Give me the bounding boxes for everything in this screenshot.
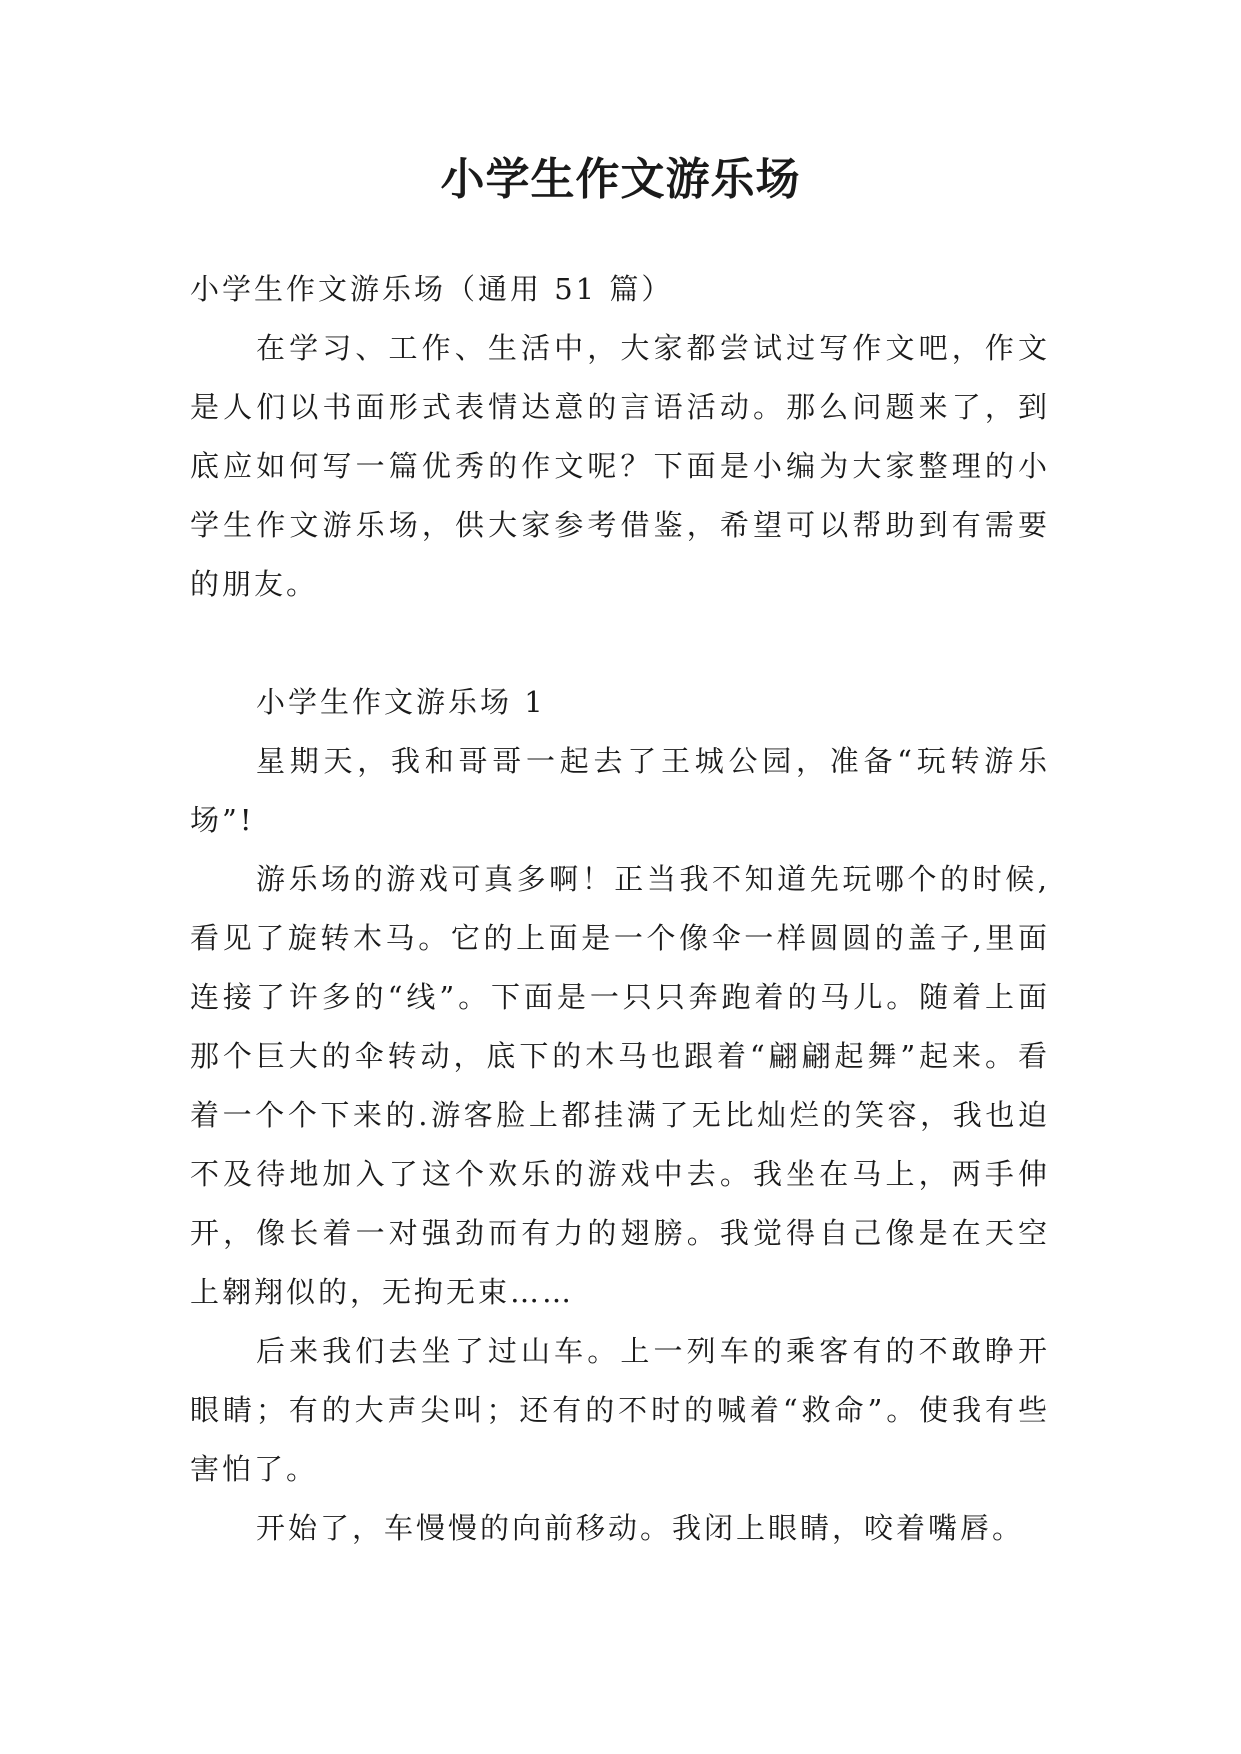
document-subtitle: 小学生作文游乐场（通用 51 篇） xyxy=(190,272,674,306)
body-paragraph: 游乐场的游戏可真多啊！正当我不知道先玩哪个的时候,看见了旋转木马。它的上面是一个像伞一样圆圆的盖子,里面连接了许多的“线”。下面是一只只奔跑着的马儿。随着上面那个巨大的伞转动，底下的木马也跟着“翩翩起舞”起来。看着一个个下来的.游客脸上都挂满了无比灿烂的笑容，我也迫不及待地加入了这个欢乐的游戏中去。我坐在马上，两手伸开，像长着一对强劲而有力的翅膀。我觉得自己像是在天空上翱翔似的，无拘无束…… xyxy=(190,862,1050,1309)
document-body xyxy=(190,260,1050,1558)
paragraph-gap xyxy=(190,614,1050,673)
section-heading: 小学生作文游乐场 1 xyxy=(256,685,546,719)
body-paragraph: 后来我们去坐了过山车。上一列车的乘客有的不敢睁开眼睛；有的大声尖叫；还有的不时的喊着“救命”。使我有些害怕了。 xyxy=(190,1334,1050,1486)
body-paragraph: 星期天，我和哥哥一起去了王城公园，准备“玩转游乐场”! xyxy=(190,744,1050,837)
document-title: 小学生作文游乐场 xyxy=(440,154,801,205)
body-paragraph: 开始了，车慢慢的向前移动。我闭上眼睛，咬着嘴唇。 xyxy=(256,1511,1025,1545)
intro-paragraph: 在学习、工作、生活中，大家都尝试过写作文吧，作文是人们以书面形式表情达意的言语活动。那么问题来了，到底应如何写一篇优秀的作文呢？下面是小编为大家整理的小学生作文游乐场，供大家参考借鉴，希望可以帮助到有需要的朋友。 xyxy=(190,331,1050,601)
